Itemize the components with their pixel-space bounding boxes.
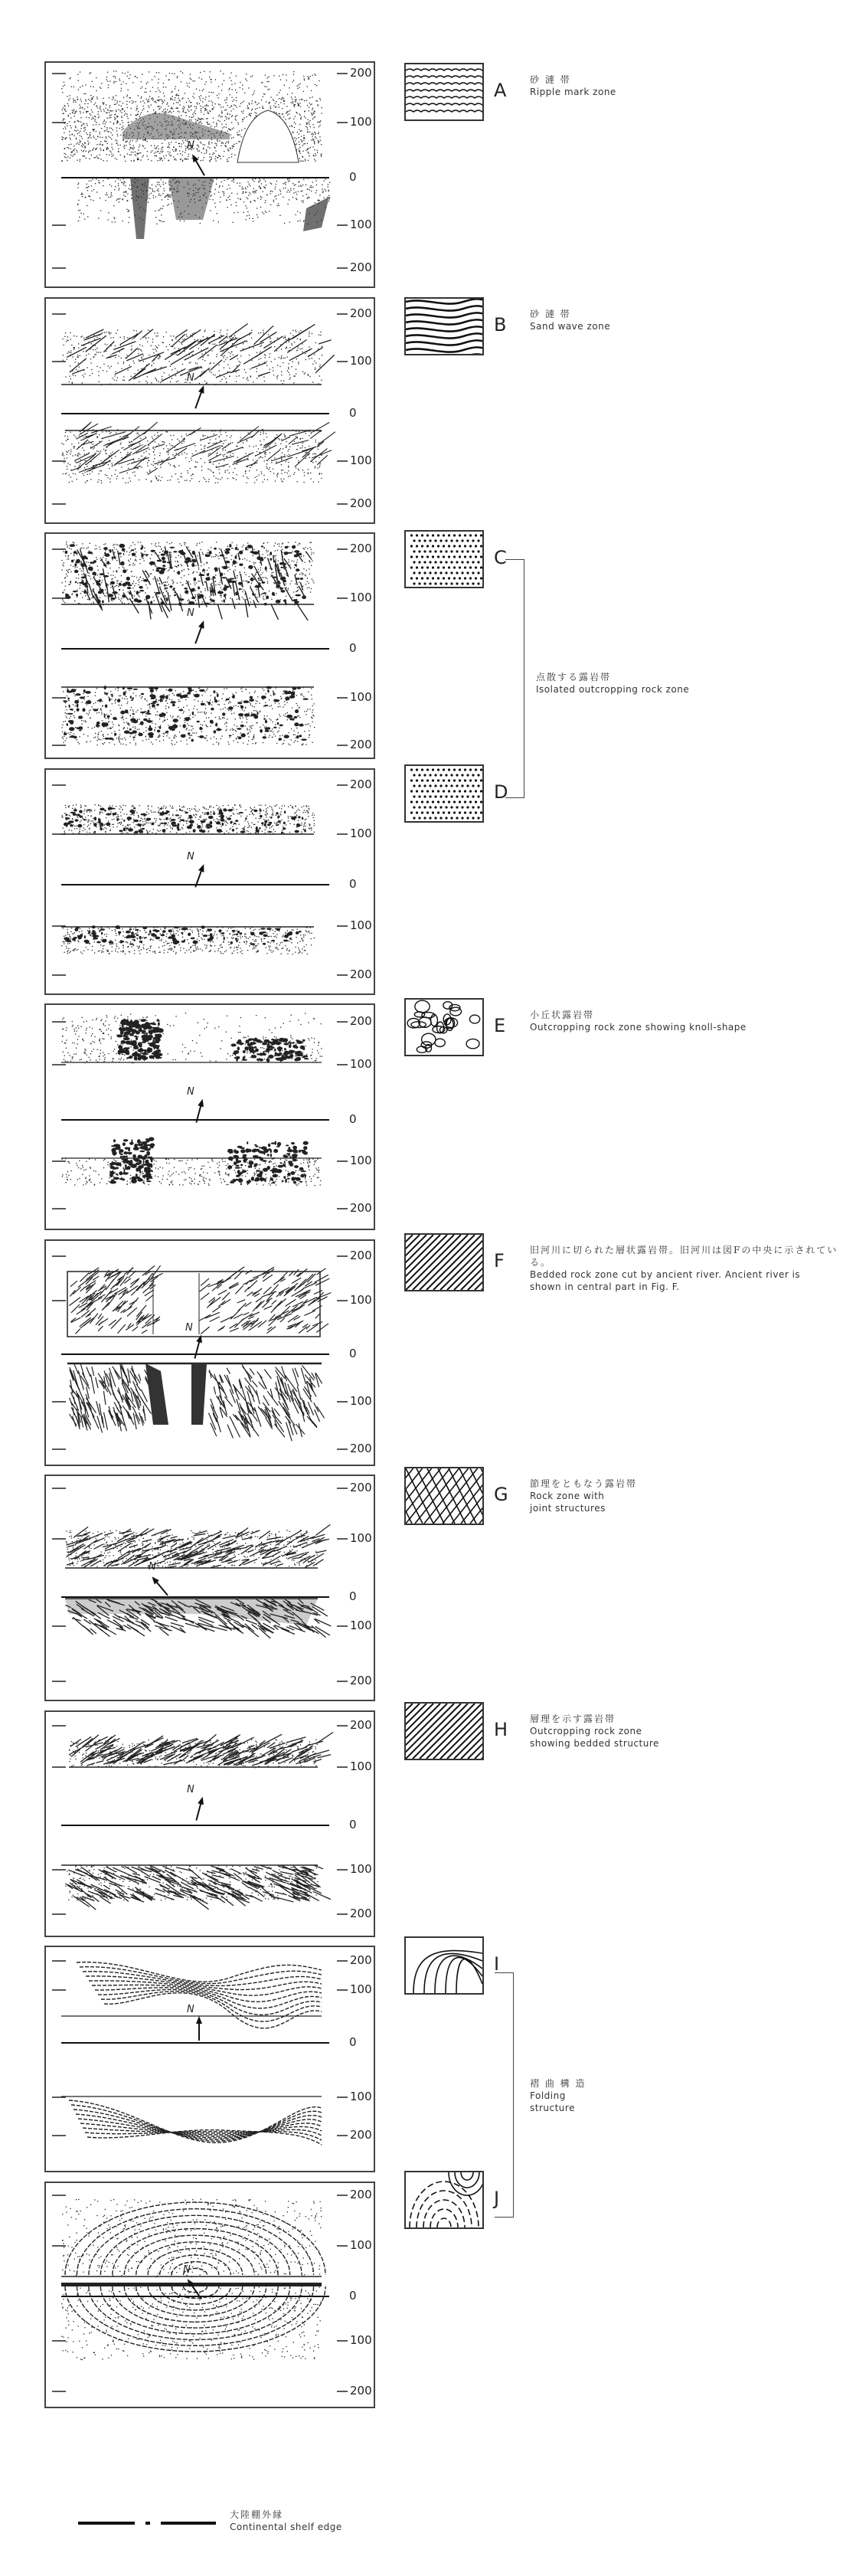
tick-label-b100: 100 [350,690,372,704]
tick-label-t200: 200 [350,1249,372,1262]
zone-caption-g [530,1478,637,1514]
zone-caption-jp: 砂 漣 帯 [530,74,571,85]
tick-label-b100: 100 [350,918,372,932]
zone-letter-b: B [494,314,507,336]
sonar-image-c [46,534,374,758]
tick-label-b100: 100 [350,2333,372,2347]
caption-group-cd-jp: 点散する露岩帯 [536,672,612,682]
tick-label-t100: 100 [350,1982,372,1996]
pattern-swatch-d [404,764,484,823]
tick-label-t100: 100 [350,1057,372,1071]
caption-group-ij-en-2: structure [530,2103,575,2113]
sonar-image-f [46,1241,374,1465]
north-arrow-icon [192,1334,204,1360]
tick-label-b200: 200 [350,2128,372,2142]
pattern-swatch-c [404,530,484,588]
fold-lines-icon [406,1938,482,1993]
caption-group-ij-en-1: Folding [530,2090,566,2101]
tick-label-t100: 100 [350,2238,372,2252]
sonar-image-g [46,1476,374,1700]
north-arrow-icon [192,620,206,645]
zone-letter-h: H [494,1719,508,1740]
north-label: N [187,372,194,384]
zone-caption-jp: 節理をともなう露岩帯 [530,1478,638,1489]
caption-group-cd-en: Isolated outcropping rock zone [536,684,690,695]
sonar-panel-f [44,1239,375,1466]
pattern-swatch-a [404,63,484,121]
zone-caption-b [530,308,610,332]
tick-label-b100: 100 [350,1619,372,1632]
tick-label-b100: 100 [350,2090,372,2103]
north-label: N [185,1322,193,1334]
north-label: N [187,607,194,619]
pattern-swatch-e [404,998,484,1056]
tick-label-b200: 200 [350,1201,372,1215]
zone-letter-a: A [494,80,507,101]
zone-caption-en: Ripple mark zone [530,87,616,97]
caption-group-ij [530,2077,586,2114]
pattern-swatch-g [404,1467,484,1525]
pattern-swatch-h [404,1702,484,1760]
zone-caption-en: Outcropping rock zone showing knoll-shape [530,1022,747,1033]
tick-label-b200: 200 [350,967,372,981]
tick-label-t0: 0 [349,170,357,184]
sonar-panel-g [44,1475,375,1701]
sonar-image-e [46,1005,374,1229]
tick-label-t100: 100 [350,591,372,604]
tick-label-t200: 200 [350,1953,372,1967]
bracket-ij [495,1972,514,2218]
fold-arcs-icon [406,2172,482,2227]
tick-label-t200: 200 [350,1718,372,1732]
zone-caption-h [530,1713,659,1750]
sonar-image-d [46,770,374,993]
north-label: N [183,2264,191,2276]
tick-label-t100: 100 [350,115,372,129]
sonar-panel-a [44,61,375,288]
tick-label-b100: 100 [350,1394,372,1408]
tick-label-t100: 100 [350,1293,372,1307]
north-arrow-icon [194,1796,206,1822]
zone-letter-f: F [494,1250,505,1272]
north-label: N [149,1561,156,1573]
zone-caption-e [530,1009,747,1033]
tick-label-t100: 100 [350,354,372,368]
sand-waves-icon [406,299,482,354]
tick-label-b100: 100 [350,1154,372,1167]
zone-caption-en: Outcropping rock zone [530,1726,642,1736]
tick-label-t100: 100 [350,1759,372,1773]
sonar-panel-d [44,768,375,995]
sonar-image-a [46,63,374,286]
tick-label-t200: 200 [350,306,372,320]
sonar-panel-b [44,297,375,524]
zone-caption-en: Sand wave zone [530,321,611,332]
legend-label-jp: 大陸棚外縁 [230,2509,284,2520]
caption-group-ij-jp: 褶 曲 構 造 [530,2078,587,2089]
zone-letter-j: J [494,2188,500,2209]
north-arrow-icon [149,1575,170,1598]
north-arrow-icon [192,385,206,410]
tick-label-t200: 200 [350,542,372,555]
zone-caption-jp: 旧河川に切られた層状露岩帯。旧河川は図Fの中央に示されている。 [530,1245,838,1268]
zone-caption-en: joint structures [530,1503,606,1514]
zone-caption-en: Rock zone with [530,1491,605,1501]
zone-caption-f [530,1244,843,1293]
tick-label-b200: 200 [350,1907,372,1920]
diagonal-icon [406,1235,482,1290]
legend [77,2509,383,2547]
tick-label-t100: 100 [350,826,372,840]
tick-label-b100: 100 [350,453,372,467]
tick-label-t200: 200 [350,1481,372,1494]
tick-label-t200: 200 [350,1014,372,1028]
shelf-edge-line-icon [77,2512,230,2535]
sonar-panel-c [44,532,375,759]
pattern-swatch-b [404,297,484,355]
tick-label-b200: 200 [350,496,372,510]
sonar-image-i [46,1947,374,2171]
sonar-image-j [46,2183,374,2407]
dots-icon [406,532,482,587]
ripple-waves-icon [406,64,482,119]
tick-label-t0: 0 [349,1112,357,1126]
diagonal-icon [406,1704,482,1759]
tick-label-t0: 0 [349,641,357,655]
north-arrow-icon [196,2016,202,2041]
tick-label-t0: 0 [349,1818,357,1831]
tick-label-t200: 200 [350,777,372,791]
north-label: N [187,2004,194,2015]
zone-caption-a [530,74,616,98]
legend-label-en: Continental shelf edge [230,2522,342,2532]
pattern-swatch-j [404,2171,484,2229]
sonar-image-h [46,1712,374,1936]
tick-label-b200: 200 [350,1674,372,1687]
tick-label-b200: 200 [350,2384,372,2398]
zone-caption-en: showing bedded structure [530,1738,659,1749]
sonar-panel-i [44,1946,375,2172]
tick-label-t0: 0 [349,1347,357,1360]
sonar-panel-j [44,2182,375,2408]
tick-label-t0: 0 [349,877,357,891]
north-label: N [187,1784,194,1795]
zone-letter-d: D [494,781,508,803]
sonar-panel-e [44,1003,375,1230]
tick-label-t100: 100 [350,1531,372,1545]
zone-letter-g: G [494,1484,508,1505]
zone-letter-e: E [494,1015,506,1036]
tick-label-b100: 100 [350,218,372,231]
tick-label-t0: 0 [349,2289,357,2303]
tick-label-b200: 200 [350,738,372,751]
knolls-icon [406,1000,482,1055]
zone-caption-jp: 層理を示す露岩帯 [530,1714,616,1724]
zone-caption-jp: 小丘状露岩帯 [530,1010,595,1020]
tick-label-t200: 200 [350,66,372,80]
north-label: N [187,140,194,152]
pattern-swatch-i [404,1936,484,1995]
north-label: N [187,851,194,862]
zone-caption-en: Bedded rock zone cut by ancient river. Ancient river is [530,1269,801,1280]
tick-label-t0: 0 [349,406,357,420]
tick-label-t200: 200 [350,2188,372,2201]
tick-label-t0: 0 [349,2035,357,2049]
tick-label-b200: 200 [350,1442,372,1455]
bracket-cd [505,559,524,798]
north-arrow-icon [190,152,207,177]
sonar-panel-h [44,1710,375,1937]
tick-label-b200: 200 [350,260,372,274]
zone-caption-en: shown in central part in Fig. F. [530,1281,680,1292]
zone-caption-jp: 砂 漣 帯 [530,309,571,319]
dots-icon [406,766,482,821]
tick-label-b100: 100 [350,1862,372,1876]
joints-icon [406,1468,482,1524]
caption-group-cd [536,671,689,696]
zone-letter-i: I [494,1953,500,1975]
north-label: N [187,1086,194,1098]
sonar-image-b [46,299,374,522]
zone-letter-c: C [494,547,507,568]
tick-label-t0: 0 [349,1589,357,1603]
pattern-swatch-f [404,1233,484,1291]
